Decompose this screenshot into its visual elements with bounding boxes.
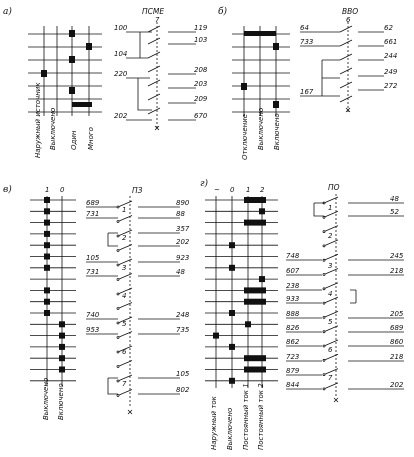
panel-c-left-num: 105 bbox=[86, 254, 100, 262]
panel-b-right-num-2: 661 bbox=[384, 38, 398, 46]
panel-c-jumper bbox=[108, 378, 118, 394]
panel-c-right-num: 923 bbox=[176, 254, 190, 262]
panel-c-contact-num: 7 bbox=[122, 380, 127, 388]
panel-d-header-col-1: ~ bbox=[214, 186, 220, 194]
panel-a-mark bbox=[69, 56, 75, 63]
panel-a-left-num-1: 100 bbox=[114, 24, 128, 32]
panel-d-left-num: 933 bbox=[286, 295, 300, 303]
panel-d-left-num: 888 bbox=[286, 310, 300, 318]
panel-b-left-num-1: 64 bbox=[300, 24, 309, 32]
panel-d-header-col-3: 1 bbox=[246, 186, 251, 194]
panel-c-mark bbox=[44, 254, 50, 260]
panel-d-contact-dot bbox=[323, 216, 325, 218]
panel-c-letter: в) bbox=[3, 185, 12, 195]
panel-c-contact-dot bbox=[117, 293, 119, 295]
panel-c-right-num: 105 bbox=[176, 370, 190, 378]
panel-c-contact-dot bbox=[117, 235, 119, 237]
panel-d-contact-num: 7 bbox=[328, 374, 333, 382]
panel-c-mark bbox=[44, 310, 50, 316]
panel-d-right-num: 218 bbox=[390, 267, 404, 275]
panel-d-left-num: 238 bbox=[286, 282, 300, 290]
panel-c-contact-dot bbox=[117, 221, 119, 223]
panel-a-switch bbox=[126, 22, 196, 130]
panel-d-mark bbox=[229, 265, 235, 271]
panel-c-col-label-1: Выключено bbox=[42, 377, 50, 420]
panel-a-mark bbox=[72, 102, 92, 107]
panel-d-contact-dot bbox=[323, 302, 325, 304]
panel-d-jumper bbox=[314, 203, 324, 216]
panel-c-mark bbox=[44, 242, 50, 248]
panel-c-mark bbox=[44, 265, 50, 271]
panel-d-right-num: 205 bbox=[390, 310, 404, 318]
panel-a-mark bbox=[86, 43, 92, 50]
panel-d-mark bbox=[213, 333, 219, 339]
panel-d-mark bbox=[244, 355, 266, 361]
panel-b bbox=[218, 6, 398, 160]
panel-b-right-num-1: 62 bbox=[384, 24, 393, 32]
panel-c-header-col-1: 1 bbox=[45, 186, 50, 194]
panel-d-left-num: 607 bbox=[286, 267, 300, 275]
panel-d-contact-num: 3 bbox=[328, 262, 333, 270]
panel-b-right-num-3: 244 bbox=[384, 52, 398, 60]
panel-b-left-num-3: 167 bbox=[300, 88, 314, 96]
panel-c-right-num: 802 bbox=[176, 386, 190, 394]
panel-d-contact-num: 6 bbox=[328, 346, 333, 354]
panel-c-contact-dot bbox=[117, 380, 119, 382]
panel-c-mark bbox=[59, 355, 65, 361]
panel-c-right-num: 48 bbox=[176, 268, 185, 276]
panel-a-right-num-6: 670 bbox=[194, 112, 208, 120]
panel-c-mark bbox=[59, 367, 65, 373]
panel-c-mark bbox=[44, 220, 50, 226]
panel-c-header-col-2: 0 bbox=[60, 186, 65, 194]
panel-d-left-num: 723 bbox=[286, 353, 300, 361]
panel-a-mark bbox=[41, 70, 47, 77]
panel-c-mark bbox=[44, 197, 50, 203]
panel-d-mark bbox=[244, 197, 266, 203]
panel-b-col-label-1: Отключение bbox=[241, 113, 249, 160]
panel-d-mark bbox=[244, 367, 266, 373]
panel-d-left-num: 844 bbox=[286, 381, 300, 389]
panel-c-grid bbox=[30, 196, 76, 386]
panel-c-contact-num: 2 bbox=[122, 234, 127, 242]
panel-c-mark bbox=[59, 333, 65, 339]
panel-b-left-num-2: 733 bbox=[300, 38, 314, 46]
panel-d-left-num: 862 bbox=[286, 338, 300, 346]
panel-d-left-num: 826 bbox=[286, 324, 300, 332]
panel-c-left-num: 953 bbox=[86, 326, 100, 334]
panel-d-mark bbox=[245, 321, 251, 327]
panel-c-right-num: 890 bbox=[176, 199, 190, 207]
panel-a-contact-num: 7 bbox=[155, 16, 160, 24]
panel-d-contact-dot bbox=[323, 316, 325, 318]
panel-a-mark bbox=[69, 30, 75, 37]
panel-b-right-num-4: 249 bbox=[384, 68, 398, 76]
panel-d-header-col-2: 0 bbox=[230, 186, 235, 194]
panel-d-right-num: 245 bbox=[390, 252, 404, 260]
panel-a-left-num-4: 202 bbox=[114, 112, 128, 120]
panel-c-contact-num: 5 bbox=[122, 320, 127, 328]
panel-c-left-num: 689 bbox=[86, 199, 100, 207]
panel-c-right-num: 88 bbox=[176, 210, 185, 218]
panel-c-mark bbox=[44, 287, 50, 293]
panel-d-col-label-3: Постоянный ток 1 bbox=[242, 383, 250, 450]
panel-c-title: ПЗ bbox=[132, 186, 143, 195]
panel-a-right-num-4: 203 bbox=[194, 80, 208, 88]
panel-b-contact-num: 6 bbox=[346, 16, 351, 24]
panel-d-mark bbox=[229, 242, 235, 248]
panel-b-title: ВВО bbox=[342, 7, 359, 16]
panel-a-right-num-2: 103 bbox=[194, 36, 208, 44]
panel-c-contact-dot bbox=[117, 337, 119, 339]
panel-a-left-num-2: 104 bbox=[114, 50, 128, 58]
panel-d-title: ПО bbox=[328, 183, 340, 192]
panel-d-contact-num: 2 bbox=[328, 232, 333, 240]
panel-b-mark bbox=[241, 83, 247, 90]
panel-d-right-num: 218 bbox=[390, 353, 404, 361]
panel-c-right-num: 357 bbox=[176, 225, 190, 233]
panel-c-contact-dot bbox=[117, 250, 119, 252]
panel-d-contact-dot bbox=[323, 259, 325, 261]
panel-d-contact-dot bbox=[323, 288, 325, 290]
panel-d-col-label-4: Постоянный ток 2 bbox=[257, 383, 265, 450]
panel-c-switch bbox=[86, 196, 180, 414]
panel-c-contact-dot bbox=[117, 308, 119, 310]
panel-d-mark bbox=[229, 344, 235, 350]
panel-c-mark bbox=[44, 208, 50, 214]
panel-a-col-label-3: Один bbox=[70, 130, 78, 150]
panel-c-mark bbox=[44, 299, 50, 305]
panel-d-mark bbox=[229, 378, 235, 384]
panel-d-contact-dot bbox=[323, 274, 325, 276]
panel-b-letter: б) bbox=[218, 7, 228, 17]
panel-c-contact-dot bbox=[117, 366, 119, 368]
panel-c-contact-dot bbox=[117, 322, 119, 324]
panel-d-right-num: 52 bbox=[390, 208, 399, 216]
panel-c-contact-num: 4 bbox=[122, 292, 127, 300]
panel-d-contact-dot bbox=[323, 331, 325, 333]
panel-d-letter: г) bbox=[200, 179, 209, 189]
panel-d-mark bbox=[244, 220, 266, 226]
panel-c-right-num: 735 bbox=[176, 326, 190, 334]
panel-d-contact-num: 5 bbox=[328, 318, 333, 326]
panel-a bbox=[3, 6, 208, 158]
panel-a-letter: а) bbox=[3, 7, 12, 17]
panel-d-jumper bbox=[350, 290, 356, 303]
panel-d-grid bbox=[205, 196, 278, 388]
panel-c-right-num: 248 bbox=[176, 311, 190, 319]
panel-d-mark bbox=[259, 208, 265, 214]
panel-c-contact-dot bbox=[117, 264, 119, 266]
panel-d-contact-dot bbox=[323, 345, 325, 347]
panel-c-contact-dot bbox=[117, 351, 119, 353]
panel-b-mark bbox=[273, 101, 279, 108]
panel-d-contact-dot bbox=[323, 388, 325, 390]
panel-d-contact-dot bbox=[323, 359, 325, 361]
panel-c-mark bbox=[59, 344, 65, 350]
panel-b-right-num-5: 272 bbox=[384, 82, 398, 90]
panel-c-right-num: 202 bbox=[176, 238, 190, 246]
panel-b-switch bbox=[300, 22, 384, 112]
panel-c-contact-num: 1 bbox=[122, 206, 127, 214]
panel-d-col-label-2: Выключено bbox=[226, 407, 234, 450]
panel-d-right-num: 48 bbox=[390, 195, 399, 203]
panel-d-mark bbox=[259, 276, 265, 282]
panel-d-mark bbox=[244, 287, 266, 293]
panel-d-contact-dot bbox=[323, 374, 325, 376]
panel-a-right-num-5: 209 bbox=[194, 95, 208, 103]
panel-c-end bbox=[128, 410, 132, 414]
panel-c-numbers bbox=[86, 199, 190, 394]
panel-c-contact-dot bbox=[117, 279, 119, 281]
panel-a-col-label-4: Много bbox=[87, 127, 95, 150]
panel-d-contact-num: 1 bbox=[328, 204, 333, 212]
panel-a-marks bbox=[41, 30, 92, 107]
panel-c-left-num: 740 bbox=[86, 311, 100, 319]
panel-d-contact-dot bbox=[323, 231, 325, 233]
panel-d-mark bbox=[229, 310, 235, 316]
panel-d-header-col-4: 2 bbox=[260, 186, 265, 194]
panel-c-contact-dot bbox=[117, 395, 119, 397]
panel-d-mark bbox=[244, 299, 266, 305]
panel-d-switch bbox=[286, 194, 404, 402]
panel-c bbox=[3, 184, 190, 420]
panel-d-numbers bbox=[286, 195, 404, 389]
panel-c-mark bbox=[44, 231, 50, 237]
panel-d-left-num: 879 bbox=[286, 367, 300, 375]
panel-c-mark bbox=[59, 321, 65, 327]
panel-c-col-label-2: Включено bbox=[57, 383, 65, 420]
panel-d bbox=[200, 178, 404, 450]
panel-c-left-num: 731 bbox=[86, 268, 100, 276]
panel-d-left-num: 748 bbox=[286, 252, 300, 260]
panel-c-contact-num: 6 bbox=[122, 348, 127, 356]
panel-c-contact-num: 3 bbox=[122, 264, 127, 272]
panel-b-mark bbox=[244, 31, 276, 36]
panel-c-contact-dot bbox=[117, 206, 119, 208]
panel-d-contact-dot bbox=[323, 245, 325, 247]
panel-c-jumper bbox=[108, 233, 118, 246]
panel-a-mark bbox=[69, 87, 75, 94]
panel-a-col-label-2: Выключено bbox=[49, 107, 57, 150]
panel-d-right-num: 202 bbox=[390, 381, 404, 389]
panel-a-col-label-1: Наружный источник bbox=[34, 82, 42, 158]
panel-b-col-label-2: Выключено bbox=[257, 107, 265, 150]
panel-a-right-num-3: 208 bbox=[194, 66, 208, 74]
panel-b-grid bbox=[232, 26, 290, 116]
panel-b-mark bbox=[273, 43, 279, 50]
panel-d-right-num: 689 bbox=[390, 324, 404, 332]
panel-d-right-num: 860 bbox=[390, 338, 404, 346]
panel-d-contact-num: 4 bbox=[328, 290, 333, 298]
panel-d-end bbox=[334, 398, 338, 402]
panel-a-title: ПСМЕ bbox=[142, 7, 165, 16]
panel-a-right-num-1: 119 bbox=[194, 24, 208, 32]
panel-a-left-num-3: 220 bbox=[114, 70, 128, 78]
panel-c-left-num: 731 bbox=[86, 210, 100, 218]
panel-d-col-label-1: Наружный ток bbox=[210, 396, 218, 450]
panel-b-col-label-3: Включено bbox=[273, 113, 281, 150]
